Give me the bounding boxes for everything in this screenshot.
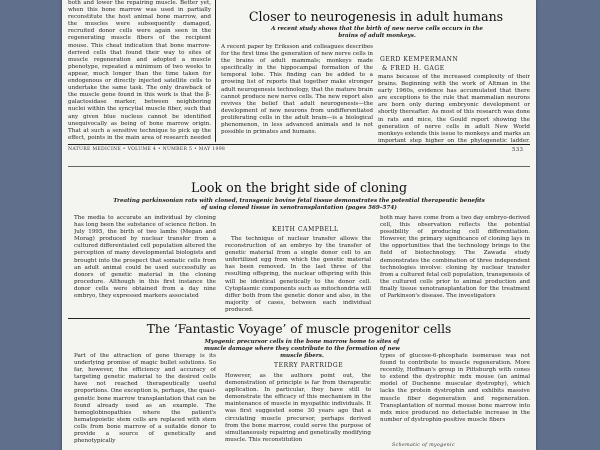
cloning-column-1-text: The media to accurate an individual by cloning has long been the substance of science fiction. In July 1995, the birth of two lambs (Megan and Morag) produced by nuclear transfer from a cultured differentiated cell population altered the perception of many developmental biologists and brought into the prospect that somatic cells from an adult animal could be used successfully as donors of genetic material in the cloning procedure. Although in this first instance the donor cells were obtained from a day nine embryo, they expressed markers associated [74, 215, 216, 300]
journal-footer: NATURE MEDICINE • VOLUME 4 • NUMBER 5 • MAY 1998 [68, 147, 226, 152]
muscle-top-rule [68, 318, 530, 319]
neurogenesis-right-text: mans because of the increased complexity of their brains. Beginning with the work of Altman in the early 1960s, evidence has accumulated that there are exceptions to the rule that mammalian neurons are born only during embryonic development or shortly thereafter. As most of this research was done in rats and mice, the Gould report showing the generation of nerve cells in adult New World monkeys extends this issue to monkeys and marks an important step higher on the phylogenetic ladder. [378, 74, 530, 144]
top-footer-rule [68, 144, 530, 145]
cloning-column-1 [74, 215, 216, 313]
cloning-title: Look on the bright side of cloning [190, 180, 408, 195]
muscle-author: TERRY PARTRIDGE [274, 362, 344, 369]
muscle-column-1 [74, 353, 216, 450]
muscle-column-1-text: Part of the attraction of gene therapy is its underlying promise of magic bullet solutions. So far, however, the efficiency and accuracy of targeting genetic material to the desired cells have not reached therapeutically useful proportions. One exception is, perhaps, the quasi-genetic bone marrow transplantation that can be found already used as an example. The hemoglobinopathies where the patient's hematopoietic stem cells are replaced with stem cells from bone marrow of a suitable donor to provide a source of genetically and phenotypically [74, 353, 216, 445]
neurogenesis-author-2: & FRED H. GAGE [382, 65, 445, 72]
journal-page [62, 0, 536, 450]
neurogenesis-right-column [378, 44, 530, 144]
cloning-top-rule [68, 166, 530, 167]
muscle-deck: Myogenic precursor cells in the bone marrow home to sites of muscle damage where they contribute to the formation of new muscle fibers. [204, 339, 400, 359]
cloning-column-2 [225, 236, 371, 314]
top-left-column [68, 0, 211, 140]
muscle-figure-caption: Schematic of myogenic [392, 443, 455, 448]
muscle-column-3 [380, 353, 530, 441]
page-number: 533 [512, 147, 524, 153]
top-left-column-text: both and lower the repairing muscle. Better yet, when this bone marrow was used in partially reconstitute the host animal bone marrow, and the muscles were subsequently damaged, recruited donor cells were again seen in the regenerating muscle fibers of the recipient mouse. This cheat indication that bone marrow-derived cells that found their way to sites of muscle regeneration and adopted a muscle phenotype, repeated a minimum of two weeks to appear, much longer than the time taken for endogenous or directly injected satellite cells to undertake the same task. The only drawback of the muscle gene found in this work is that the β-galactosidase marker, between neighboring nuclei within the syncytial muscle fiber, such that any given blue nucleus cannot be identified unequivocally as being of bone marrow origin. That at such a sensitive technique to pick up the effect, points in the main area of research needed [68, 0, 211, 140]
muscle-column-2-text: However, as the authors point out, the demonstration of principle is far from therapeutic application. In particular, they have still to demonstrate the efficacy of this mechanism in the maintenance of muscle in myopathic individuals. It was first suggested some 30 years ago that a circulating muscle precursor, perhaps derived from the bone marrow, could serve the purpose of simultaneously repairing and genetically modifying muscle. This reconstitution [225, 373, 371, 443]
cloning-deck: Treating parkinsonian rats with cloned, transgenic bovine fetal tissue demonstrates the potential therapeutic benefits of using cloned tissue in xenotransplantation (pages 569–574) [113, 198, 485, 211]
neurogenesis-author-1: GERD KEMPERMANN [380, 56, 459, 63]
neurogenesis-middle-text: A recent paper by Eriksson and colleagues describes for the first time the generation of new nerve cells in the brains of adult mammals; monkeys made specifically in the hippocampal formation of the temporal lobe. This finding can be added to a growing list of reports that together make stronger adult neurogenesis technology, that the mature brain cannot produce new nerve cells. The new report also revives the belief that adult neurogenesis—the development of new neurons from undifferentiated proliferating cells in the adult brain—is a biological phenomenon, in less advanced animals and is not possible in primates and humans. [221, 44, 373, 136]
neurogenesis-middle-column [221, 44, 373, 144]
cloning-column-2-text: The technique of nuclear transfer allows the reconstruction of an embryo by the transfer of genetic material from a single donor cell to an unfertilized egg from which the genetic material has been removed. In the last three of the resulting offspring, the nuclear offspring with this will be identical genetically to the donor cell. Cytoplasmic components such as mitochondria will differ both from the genetic donor and also, in the majority of cases, between each individual produced. [225, 236, 371, 313]
muscle-title: The ‘Fantastic Voyage’ of muscle progenitor cells [146, 322, 452, 336]
cloning-column-3 [380, 215, 530, 313]
cloning-author: KEITH CAMPBELL [272, 226, 339, 233]
neurogenesis-title: Closer to neurogenesis in adult humans [248, 9, 504, 24]
neurogenesis-deck: A recent study shows that the birth of new nerve cells occurs in the brains of adult monkeys. [271, 26, 483, 39]
muscle-column-2 [225, 373, 371, 450]
cloning-column-3-text: both may have come from a two day embryo-derived cell, this observation reflects the potential possibility of producing cell differentiation. However, the primary significance of cloning lays in the opportunities that the technology brings to the field of biotechnology. The Zawada study demonstrates the combination of three independent technologies involve: cloning by nuclear transfer from a cultured fetal cell population, transgenesis of the cultured cells prior to animal production and finally tissue xenotransplantation for the treatment of Parkinson's disease. The investigators [380, 215, 530, 300]
muscle-column-3-text: types of glucose-6-phosphate isomerase was not found to contribute to muscle regeneration. More recently, Hoffman's group in Pittsburgh with cones to extend the dystrophic mdx mouse (an animal model of Duchenne muscular dystrophy), which lacks the protein dystrophin and exhibits massive muscle fiber degeneration and regeneration. Transplantation of normal mouse bone marrow into mdx mice produced no detectable increase in the number of dystrophin-positive muscle fibers [380, 353, 530, 423]
top-column-rule [215, 0, 216, 142]
